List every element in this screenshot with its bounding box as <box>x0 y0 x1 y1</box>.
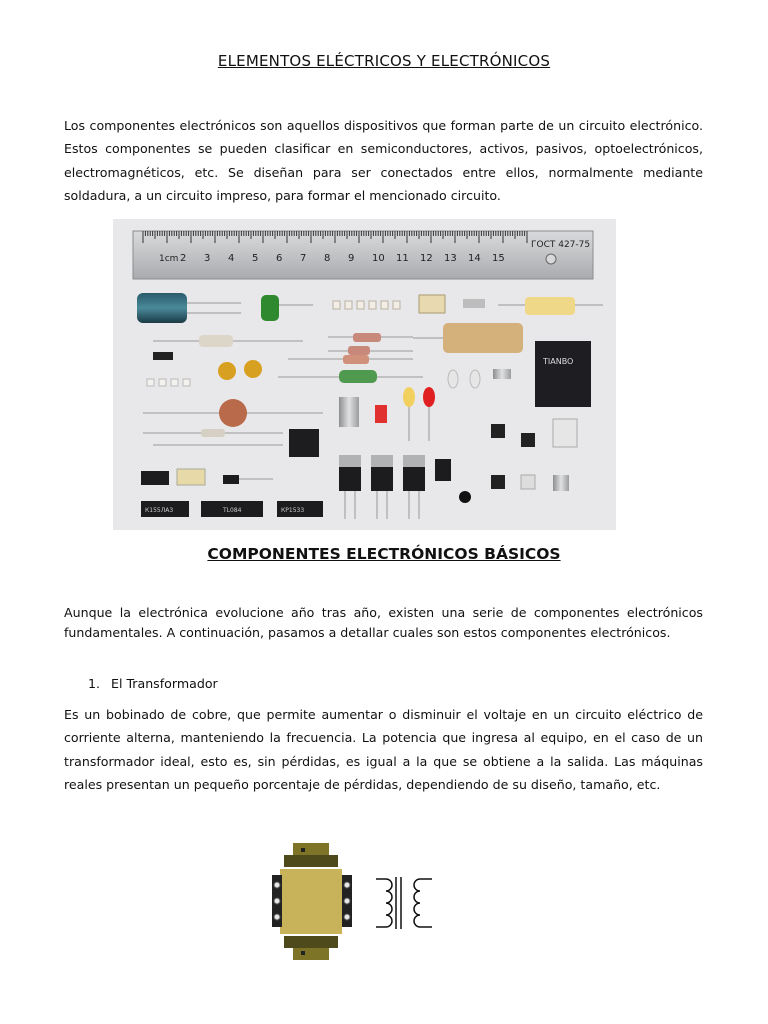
ruler-number: 14 <box>468 253 481 264</box>
ruler-number: 2 <box>180 253 187 264</box>
chip-label-3: КР1533 <box>281 507 305 514</box>
ruler-number: 15 <box>492 253 505 264</box>
list-item-label: El Transformador <box>111 676 218 691</box>
ruler-number: 13 <box>444 253 457 264</box>
document-title: ELEMENTOS ELÉCTRICOS Y ELECTRÓNICOS <box>217 52 551 70</box>
ruler-number: 4 <box>228 253 235 264</box>
electronic-components-photo <box>113 219 616 530</box>
components-illustration <box>113 219 616 530</box>
ruler-number: 6 <box>276 253 283 264</box>
ruler <box>133 231 593 279</box>
ruler-number: 3 <box>204 253 211 264</box>
ruler-number: 5 <box>252 253 259 264</box>
transformer-image <box>268 843 438 960</box>
list-item-transformer <box>88 676 218 691</box>
ruler-number: 7 <box>300 253 307 264</box>
ruler-unit: 1cm <box>159 254 179 264</box>
section-intro-paragraph: Aunque la electrónica evolucione año tras año, existen una serie de componentes electrónicos fundamentales. A continuación, pasamos a detallar cuales son estos componentes electrónicos. <box>64 605 703 640</box>
relay-label: TIANBO <box>543 357 574 366</box>
ruler-number: 11 <box>396 253 409 264</box>
chip-label-1: К155ЛА3 <box>145 507 174 514</box>
section-title: COMPONENTES ELECTRÓNICOS BÁSICOS <box>207 545 561 563</box>
chip-label-2: ТL084 <box>223 507 242 514</box>
ruler-label: ГОСТ 427-75 <box>531 240 591 250</box>
list-item-number: 1. <box>88 676 101 691</box>
transformer-illustration <box>268 843 438 960</box>
ruler-number: 9 <box>348 253 355 264</box>
ruler-number: 10 <box>372 253 385 264</box>
transformer-paragraph: Es un bobinado de cobre, que permite aumentar o disminuir el voltaje en un circuito eléctrico de corriente alterna, manteniendo la frecuencia. La potencia que ingresa al equipo, en el caso de un transformador ideal, esto es, sin pérdidas, es igual a la que se obtiene a la salida. Las máquinas reales presentan un pequeño porcentaje de pérdidas, dependiendo de su diseño, tamaño, etc. <box>64 707 703 792</box>
ruler-number: 8 <box>324 253 331 264</box>
intro-paragraph: Los componentes electrónicos son aquellos dispositivos que forman parte de un circuito electrónico. Estos componentes se pueden clasificar en semiconductores, activos, pasivos, optoelectrónicos, electromagnéticos, etc. Se diseñan para ser conectados entre ellos, normalmente mediante soldadura, a un circuito impreso, para formar el mencionado circuito. <box>64 118 703 203</box>
ruler-number: 12 <box>420 253 433 264</box>
